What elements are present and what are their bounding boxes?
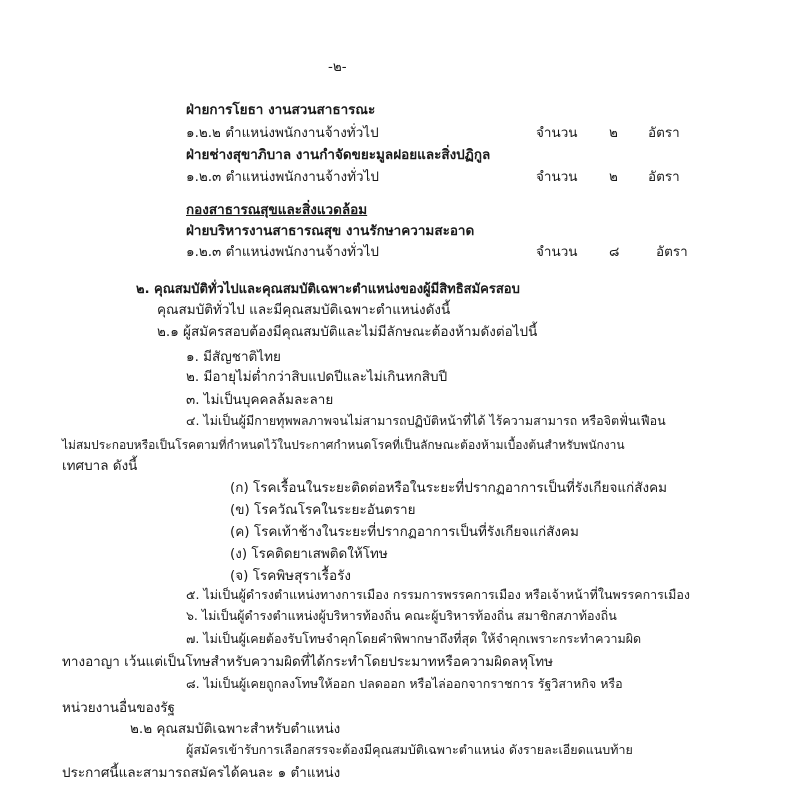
amount-value: ๒ xyxy=(609,125,618,141)
list-item: ๒. มีอายุไม่ต่ำกว่าสิบแปดปีและไม่เกินหกสิบปี xyxy=(186,369,448,385)
amount-label: จำนวน xyxy=(536,244,578,260)
section-intro: คุณสมบัติทั่วไป และมีคุณสมบัติเฉพาะตำแหน่งดังนี้ xyxy=(157,302,451,318)
division-heading: กองสาธารณสุขและสิ่งแวดล้อม xyxy=(186,202,368,218)
paragraph-line: หน่วยงานอื่นของรัฐ xyxy=(62,700,175,716)
amount-unit: อัตรา xyxy=(648,169,680,185)
list-item: ๕. ไม่เป็นผู้ดำรงตำแหน่งทางการเมือง กรรมการพรรคการเมือง หรือเจ้าหน้าที่ในพรรคการเมือง xyxy=(186,587,690,602)
paragraph-line: ประกาศนี้และสามารถสมัครได้คนละ ๑ ตำแหน่ง xyxy=(62,765,341,781)
list-item: ๘. ไม่เป็นผู้เคยถูกลงโทษให้ออก ปลดออก หรือไล่ออกจากราชการ รัฐวิสาหกิจ หรือ xyxy=(186,676,623,691)
paragraph-line: ผู้สมัครเข้ารับการเลือกสรรจะต้องมีคุณสมบัติเฉพาะตำแหน่ง ดังรายละเอียดแนบท้าย xyxy=(186,742,633,757)
amount-value: ๘ xyxy=(609,244,620,260)
list-item: ๖. ไม่เป็นผู้ดำรงตำแหน่งผู้บริหารท้องถิ่น คณะผู้บริหารท้องถิ่น สมาชิกสภาท้องถิ่น xyxy=(186,608,617,623)
position-line: ๑.๒.๓ ตำแหน่งพนักงานจ้างทั่วไป xyxy=(186,244,379,260)
section-title: ๒. คุณสมบัติทั่วไปและคุณสมบัติเฉพาะตำแหน่งของผู้มีสิทธิสมัครสอบ xyxy=(136,282,520,297)
paragraph-line: เทศบาล ดังนี้ xyxy=(62,458,138,474)
amount-label: จำนวน xyxy=(536,169,578,185)
paragraph-line: ทางอาญา เว้นแต่เป็นโทษสำหรับความผิดที่ได้กระทำโดยประมาทหรือความผิดลหุโทษ xyxy=(62,654,554,670)
amount-unit: อัตรา xyxy=(648,125,680,141)
disease-item: (จ) โรคพิษสุราเรื้อรัง xyxy=(230,568,351,584)
list-item: ๗. ไม่เป็นผู้เคยต้องรับโทษจำคุกโดยคำพิพากษาถึงที่สุด ให้จำคุกเพราะกระทำความผิด xyxy=(186,631,642,646)
position-line: ๑.๒.๓ ตำแหน่งพนักงานจ้างทั่วไป xyxy=(186,169,379,185)
disease-item: (ข) โรควัณโรคในระยะอันตราย xyxy=(230,502,416,518)
disease-item: (ง) โรคติดยาเสพติดให้โทษ xyxy=(230,546,388,562)
amount-value: ๒ xyxy=(609,169,618,185)
unit-heading: ฝ่ายการโยธา งานสวนสาธารณะ xyxy=(186,102,376,118)
disease-item: (ก) โรคเรื้อนในระยะติดต่อหรือในระยะที่ปรากฏอาการเป็นที่รังเกียจแก่สังคม xyxy=(230,480,667,496)
amount-label: จำนวน xyxy=(536,125,578,141)
amount-unit: อัตรา xyxy=(656,244,688,260)
page-number: -๒- xyxy=(328,59,347,75)
unit-heading: ฝ่ายช่างสุขาภิบาล งานกำจัดขยะมูลฝอยและสิ่งปฏิกูล xyxy=(186,147,491,163)
position-line: ๑.๒.๒ ตำแหน่งพนักงานจ้างทั่วไป xyxy=(186,125,379,141)
disease-item: (ค) โรคเท้าช้างในระยะที่ปรากฏอาการเป็นที่รังเกียจแก่สังคม xyxy=(230,524,579,540)
unit-heading: ฝ่ายบริหารงานสาธารณสุข งานรักษาความสะอาด xyxy=(186,223,475,239)
paragraph-line: ไม่สมประกอบหรือเป็นโรคตามที่กำหนดไว้ในประกาศกำหนดโรคที่เป็นลักษณะต้องห้ามเบื้องต้นสำหรับพนักงาน xyxy=(62,438,625,452)
subsection-2-2: ๒.๒ คุณสมบัติเฉพาะสำหรับตำแหน่ง xyxy=(130,721,341,737)
list-item: ๓. ไม่เป็นบุคคลล้มละลาย xyxy=(186,392,334,408)
list-item: ๑. มีสัญชาติไทย xyxy=(186,349,281,365)
subsection-2-1: ๒.๑ ผู้สมัครสอบต้องมีคุณสมบัติและไม่มีลักษณะต้องห้ามดังต่อไปนี้ xyxy=(157,324,538,340)
list-item: ๔. ไม่เป็นผู้มีกายทุพพลภาพจนไม่สามารถปฏิบัติหน้าที่ได้ ไร้ความสามารถ หรือจิตฟั่นเฟือน xyxy=(186,413,666,428)
